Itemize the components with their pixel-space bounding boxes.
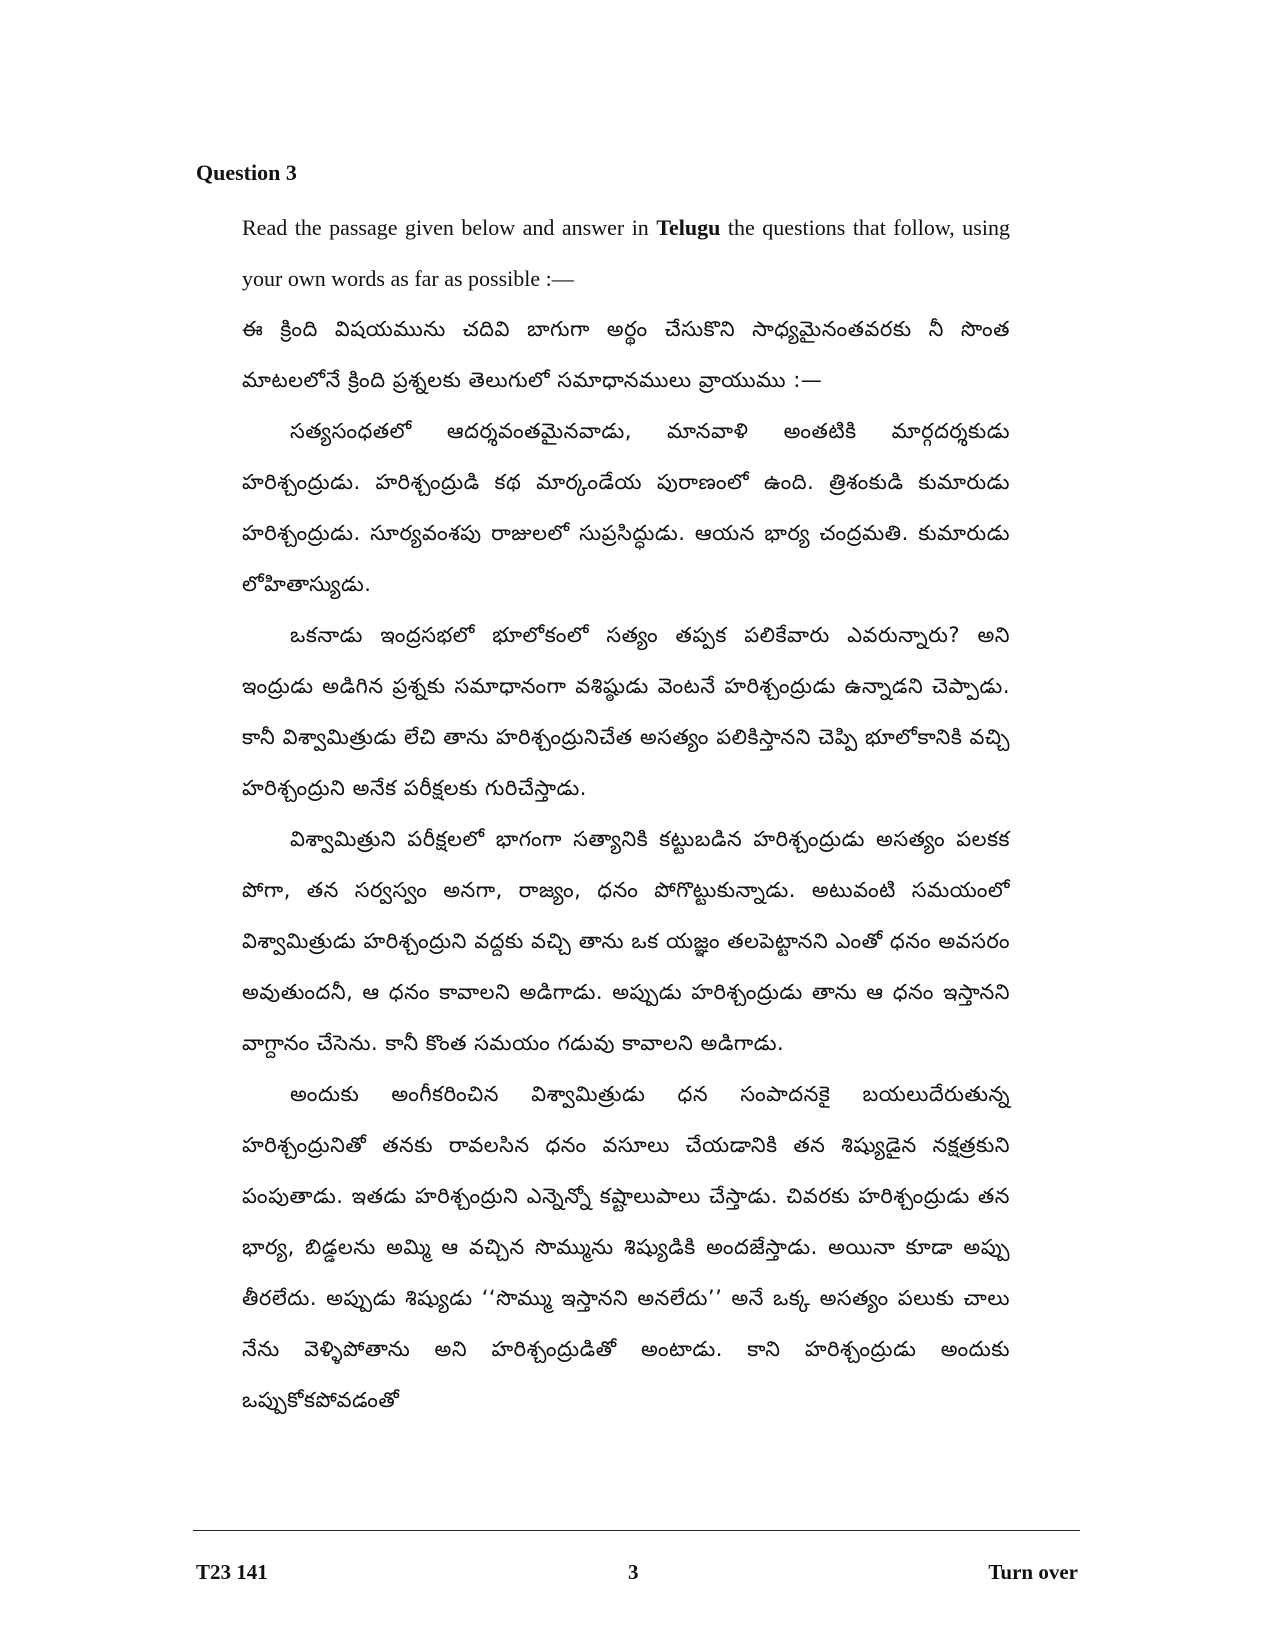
instructions-english [242,202,1010,304]
footer-divider [193,1530,1080,1531]
passage-paragraph-1: సత్యసంధతలో ఆదర్శవంతమైనవాడు, మానవాళి అంతటికి మార్గదర్శకుడు హరిశ్చంద్రుడు. హరిశ్చంద్రుడి కథ మార్కండేయ పురాణంలో ఉంది. త్రిశంకుడి కుమారుడు హరిశ్చంద్రుడు. సూర్యవంశపు రాజులలో సుప్రసిద్ధుడు. ఆయన భార్య చంద్రమతి. కుమారుడు లోహితాస్యుడు. [242,419,1010,596]
question-body [242,202,1010,1426]
footer-page-number: 3 [628,1560,639,1584]
passage-paragraph-2: ఒకనాడు ఇంద్రసభలో భూలోకంలో సత్యం తప్పక పలికేవారు ఎవరున్నారు? అని ఇంద్రుడు అడిగిన ప్రశ్నకు సమాధానంగా వశిష్ఠుడు వెంటనే హరిశ్చంద్రుడు ఉన్నాడని చెప్పాడు. కానీ విశ్వామిత్రుడు లేచి తాను హరిశ్చంద్రునిచేత అసత్యం పలికిస్తానని చెప్పి భూలోకానికి వచ్చి హరిశ్చంద్రుని అనేక పరీక్షలకు గురిచేస్తాడు. [242,623,1010,800]
question-title: Question 3 [196,160,297,185]
instructions-part2: the questions that follow, using your own words as far as possible :— [242,215,1010,291]
instructions-telugu: ఈ క్రింది విషయమును చదివి బాగుగా అర్థం చేసుకొని సాధ్యమైనంతవరకు నీ సొంత మాటలలోనే క్రింది ప్రశ్నలకు తెలుగులో సమాధానములు వ్రాయుము :— [242,317,1010,392]
instructions-bold-language: Telugu [656,215,721,240]
footer-turn-over: Turn over [988,1560,1078,1584]
passage-paragraph-4: అందుకు అంగీకరించిన విశ్వామిత్రుడు ధన సంపాదనకై బయలుదేరుతున్న హరిశ్చంద్రునితో తనకు రావలసిన ధనం వసూలు చేయడానికి తన శిష్యుడైన నక్షత్రకుని పంపుతాడు. ఇతడు హరిశ్చంద్రుని ఎన్నెన్నో కష్టాలుపాలు చేస్తాడు. చివరకు హరిశ్చంద్రుడు తన భార్య, బిడ్డలను అమ్మి ఆ వచ్చిన సొమ్మును శిష్యుడికి అందజేస్తాడు. అయినా కూడా అప్పు తీరలేదు. అప్పుడు శిష్యుడు ‘‘సొమ్ము ఇస్తానని అనలేదు’’ అనే ఒక్క అసత్యం పలుకు చాలు నేను వెళ్ళిపోతాను అని హరిశ్చంద్రుడితో అంటాడు. కాని హరిశ్చంద్రుడు అందుకు ఒప్పుకోకపోవడంతో [242,1082,1010,1412]
footer-paper-code: T23 141 [196,1560,268,1584]
instructions-part1: Read the passage given below and answer in [242,215,657,240]
passage-paragraph-3: విశ్వామిత్రుని పరీక్షలలో భాగంగా సత్యానికి కట్టుబడిన హరిశ్చంద్రుడు అసత్యం పలకక పోగా, తన సర్వస్వం అనగా, రాజ్యం, ధనం పోగొట్టుకున్నాడు. అటువంటి సమయంలో విశ్వామిత్రుడు హరిశ్చంద్రుని వద్దకు వచ్చి తాను ఒక యజ్ఞం తలపెట్టానని ఎంతో ధనం అవసరం అవుతుందనీ, ఆ ధనం కావాలని అడిగాడు. అప్పుడు హరిశ్చంద్రుడు తాను ఆ ధనం ఇస్తానని వాగ్దానం చేసెను. కానీ కొంత సమయం గడువు కావాలని అడిగాడు. [242,827,1010,1055]
